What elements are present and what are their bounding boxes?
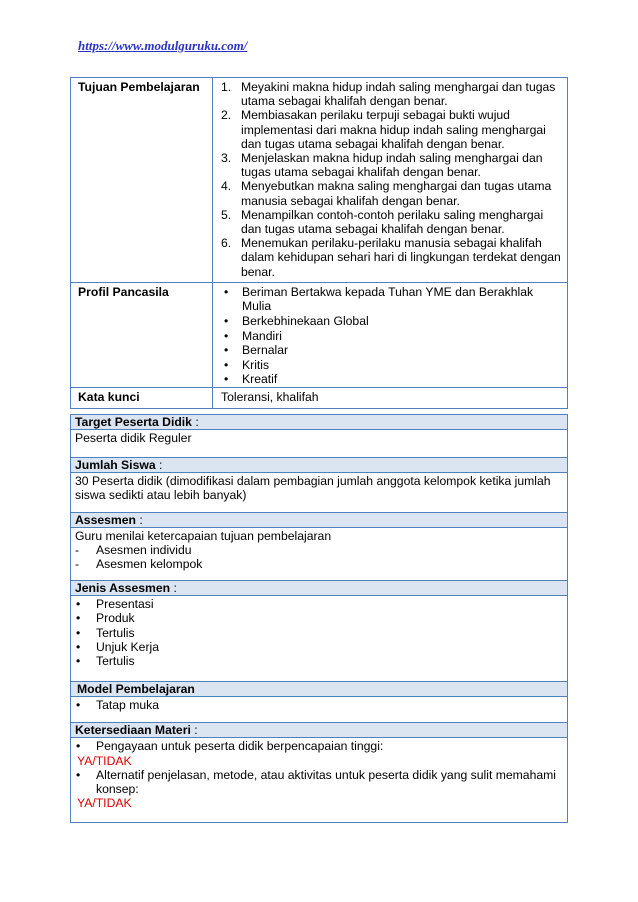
target-body (71, 429, 567, 457)
website-link[interactable]: https://www.modulguruku.com/ (78, 38, 248, 53)
list-item (221, 236, 561, 279)
yes-no-answer: YA/TIDAK (77, 796, 132, 811)
jenis-body (71, 595, 567, 681)
list-item (221, 151, 561, 179)
list-number: 1. (221, 80, 232, 94)
profil-row (71, 282, 567, 387)
list-item: - Asesmen kelompok (75, 557, 563, 571)
kata-kunci-value: Toleransi, khalifah (221, 390, 319, 404)
list-item: • Kreatif (221, 372, 561, 387)
list-text: Menampilkan contoh-contoh perilaku saling menghargai dan tugas utama sebagai khalifah dengan benar. (241, 207, 544, 237)
list-number: 6. (221, 236, 232, 251)
list-item: • Tatap muka (75, 698, 563, 712)
profil-value (213, 283, 567, 387)
assesmen-header (71, 512, 567, 527)
ketersediaan-header (71, 722, 567, 737)
jenis-header (71, 580, 567, 595)
target-colon: : (191, 415, 199, 429)
list-item (221, 179, 561, 207)
assesmen-body (71, 527, 567, 581)
assesmen-colon: : (135, 512, 143, 527)
list-text: Menjelaskan makna hidup indah saling menghargai dan tugas utama sebagai khalifah dengan benar. (241, 151, 543, 180)
yes-no-answer: YA/TIDAK (77, 753, 132, 768)
list-number: 3. (221, 151, 232, 166)
jumlah-label: Jumlah Siswa (75, 458, 156, 473)
jumlah-value: 30 Peserta didik (dimodifikasi dalam pembagian jumlah anggota kelompok ketika jumlah siswa sedikti atau lebih banyak) (75, 474, 551, 503)
list-item: • Tertulis (75, 654, 563, 668)
list-item: • Tertulis (75, 626, 563, 640)
target-value: Peserta didik Reguler (75, 431, 192, 445)
model-label: Model Pembelajaran (77, 682, 195, 697)
tujuan-label: Tujuan Pembelajaran (71, 78, 213, 282)
list-item (221, 80, 561, 108)
list-number: 2. (221, 108, 232, 123)
student-info-table (70, 414, 568, 823)
kata-kunci-label: Kata kunci (71, 388, 213, 408)
jumlah-header (71, 457, 567, 472)
list-text: Meyakini makna hidup indah saling menghargai dan tugas utama sebagai khalifah dengan benar. (241, 80, 556, 109)
list-text: Menyebutkan makna saling menghargai dan tugas utama manusia sebagai khalifah dengan benar. (241, 179, 552, 208)
jenis-colon: : (170, 581, 177, 596)
list-item: - Asesmen individu (75, 543, 563, 557)
kata-kunci-row (71, 387, 567, 408)
list-item: • Produk (75, 611, 563, 625)
profil-label: Profil Pancasila (71, 283, 213, 387)
profil-list (221, 285, 561, 387)
tujuan-value (213, 78, 567, 282)
list-item: • Mandiri (221, 329, 561, 344)
learning-objectives-table (70, 77, 568, 409)
list-item: • Alternatif penjelasan, metode, atau aktivitas untuk peserta didik yang sulit memahami konsep: (75, 768, 563, 796)
list-item (221, 208, 561, 236)
assesmen-label: Assesmen (75, 512, 136, 527)
tujuan-row (71, 78, 567, 282)
jenis-label: Jenis Assesmen (75, 581, 171, 596)
ketersediaan-label: Ketersediaan Materi (75, 723, 191, 738)
list-item: • Beriman Bertakwa kepada Tuhan YME dan Berakhlak Mulia (221, 285, 561, 314)
list-item: • Berkebhinekaan Global (221, 314, 561, 329)
assesmen-intro: Guru menilai ketercapaian tujuan pembelajaran (75, 528, 332, 543)
ketersediaan-colon: : (190, 723, 198, 738)
list-number: 5. (221, 207, 232, 222)
jumlah-colon: : (155, 458, 163, 473)
target-label: Target Peserta Didik (75, 415, 192, 429)
list-text: Menemukan perilaku-perilaku manusia sebagai khalifah dalam kehidupan sehari hari di lingkungan terdekat dengan benar. (241, 236, 561, 279)
list-item: • Pengayaan untuk peserta didik berpencapaian tinggi: (75, 739, 563, 753)
list-number: 4. (221, 179, 232, 194)
list-item (221, 108, 561, 151)
list-item: • Kritis (221, 358, 561, 373)
jumlah-body (71, 472, 567, 511)
ketersediaan-body (71, 737, 567, 822)
list-text: Membiasakan perilaku terpuji sebagai bukti wujud implementasi dari makna hidup indah saling menghargai dan tugas utama sebagai khalifah dengan benar. (241, 108, 546, 151)
list-item: • Bernalar (221, 343, 561, 358)
list-item: • Unjuk Kerja (75, 640, 563, 654)
model-body (71, 696, 567, 722)
model-header (71, 681, 567, 696)
list-item: • Presentasi (75, 597, 563, 611)
tujuan-list (221, 80, 561, 279)
target-header (71, 415, 567, 429)
